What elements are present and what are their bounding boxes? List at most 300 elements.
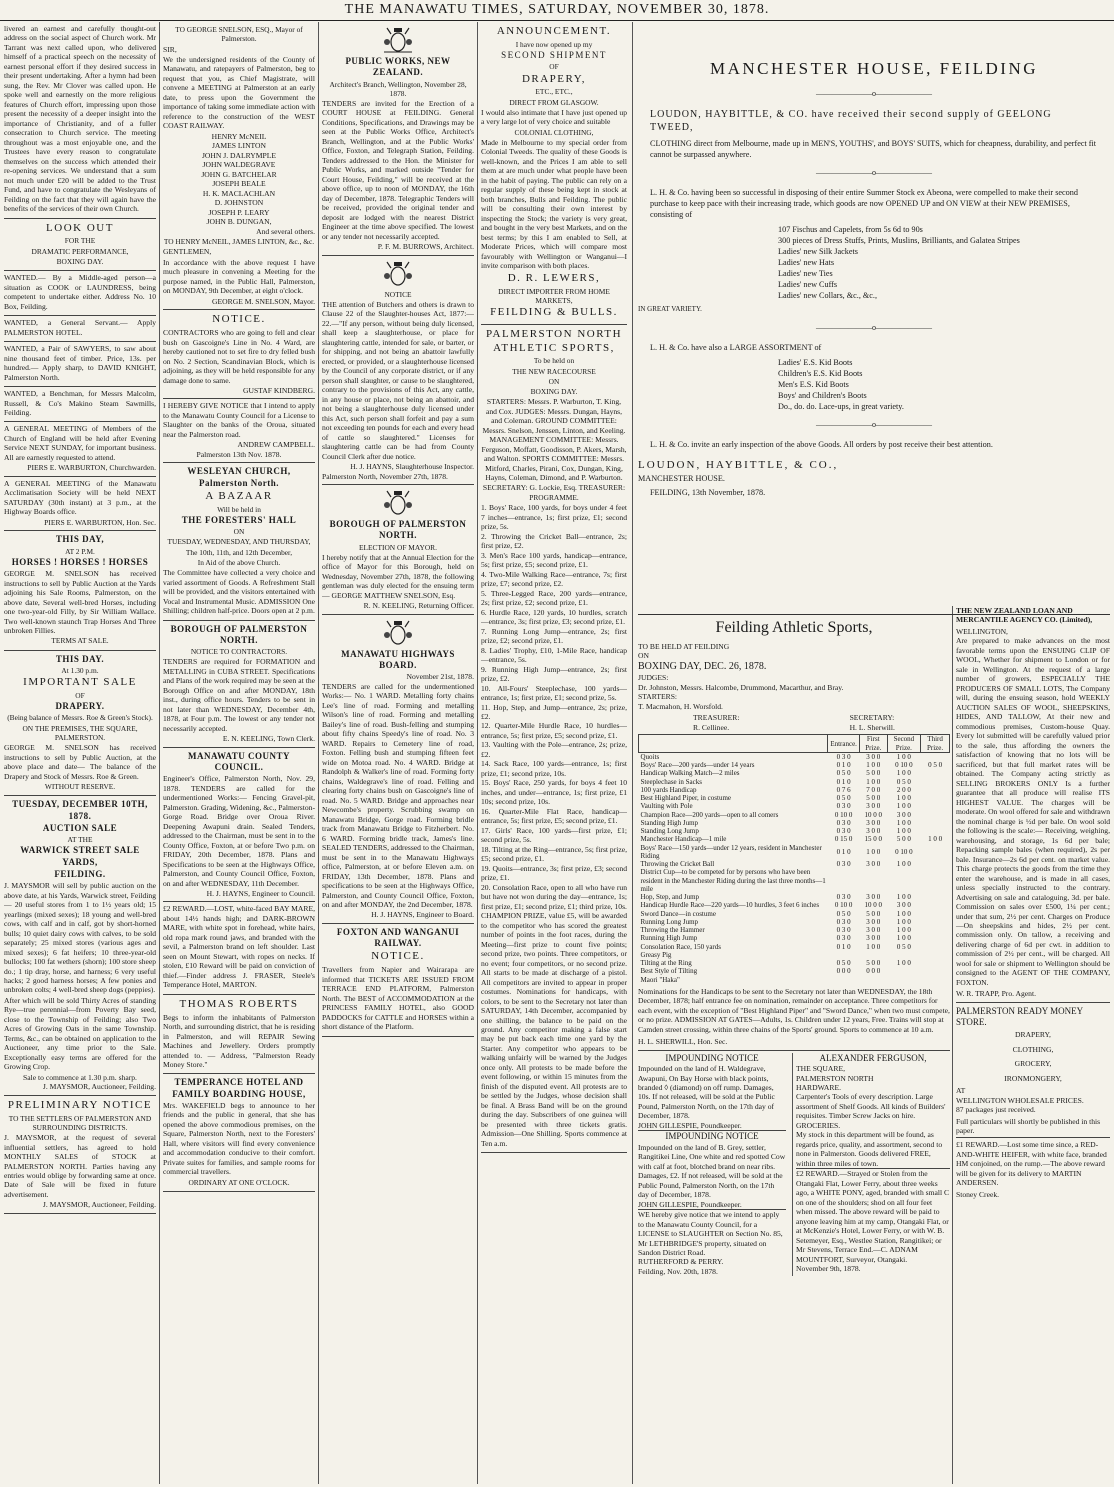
sale-heading: THIS DAY,	[55, 534, 105, 545]
contractors-body: CONTRACTORS who are going to fell and clear bush on Gascoigne's Line in No. 4 Ward, are hereby cautioned not to set fire to dry felled bush on No. 2 Section, Scandinavian Block, which is adjoining, as they will be held responsible for any damage done to same.	[163, 328, 315, 385]
table-cell: 1 0 0	[896, 909, 911, 918]
table-cell: 0 3 0	[836, 752, 851, 761]
variety: IN GREAT VARIETY.	[638, 305, 702, 314]
slaughter-notice: WE hereby give notice that we intend to apply to the Manawatu County Council, for a LICENSE to SLAUGHTER on Section No. 85, Mr LETHBRIDGE'S property, situated on Sandon District Road.	[638, 1209, 786, 1257]
nz-title: THE NEW ZEALAND LOAN AND MERCANTILE AGENCY CO. (Limited),	[956, 606, 1093, 625]
table-cell: 0 3 0	[836, 893, 851, 902]
ann-body: Made in Melbourne to my special order from Colonial Tweeds. The quality of these Goods is well-known, and the Prices I am able to sell them at are much under what people have been in the habit of paying. The public can rely on a regular supply of these being kept in stock at both branches, Bulls and Feilding. The public will be consulting their own interest by inspecting the Stock; the variety is very great, and bought in the very best Markets, and on the best terms; by this I am enabled to Sell, at Moderate Prices, which will compare most favourably with Wellington or Wanganui—I invite comparison with both places.	[481, 137, 627, 271]
table-cell: 0 3 0	[836, 934, 851, 943]
boots-item: Do., do. do. Lace-ups, in great variety.	[778, 401, 904, 411]
table-row	[639, 860, 950, 868]
horses-heading: HORSES ! HORSES ! HORSES	[11, 556, 149, 567]
county-body: Engineer's Office, Palmerston North, Nov. 29, 1878. TENDERS are called for the undermentioned Works:— Fencing Gravel-pit, Palmerston. Grading, Widening, &c., Palmerston-Gorge Road. Bridge over Oroua River. Deepening Awapuni drain. Sealed Tenders, addressed to the Chairman, must be sent in to the County Office, Foxton, at or before Two p.m. on FRIDAY, 20th December, 1878. Plans and Specifications to be seen at the Highways Office, Palmerston, and County Council Office, Foxton, on and after WEDNESDAY, 11th December.	[163, 774, 315, 888]
auction-body: J. MAYSMOR will sell by public auction on the above date, at his Yards, Warwick street, Feilding— 20 useful stores from 1 to 1½ years old; 15 yearlings (mixed sexes); 18 young and well-bred cows, with calf and in calf, got by short-horned bulls; 10 quiet dairy cows with calves, to be sold separately; 25 mixed stores (various ages and mixed sexes); 6 fat heifers; 10 three-year-old bullocks; 100 fat wethers (shorn); 100 store sheep do.; 1 tip dray, horse, and harness; 6 very useful hacks; 2 good harness horses; A few ponies and unbroken colts; 4 well-bred sheep dogs (peppies).	[4, 881, 156, 995]
goods-item: Ladies' new Hats	[778, 258, 835, 268]
reward-notice: £2 REWARD.—LOST, white-faced BAY MARE, about 14½ hands high; and DARK-BROWN MARE, with white spot in forehead, white hairs, old ropa mark round jaws, and branded with the sevil, a Palmerston brand on left shoulder. Last seen on Mount Stewart, with ropes on necks. If stolen, £10 Reward will be paid on conviction of thief.—Finder address J. FRASER, Steele's Temperance Hotel, MARTON.	[163, 904, 315, 990]
signature: GUSTAF KINDBERG.	[243, 386, 315, 395]
table-row	[639, 967, 950, 975]
premises: ON THE PREMISES, THE SQUARE, PALMERSTON.	[22, 723, 138, 742]
petition-to: TO GEORGE SNELSON, ESQ., Mayor of Palmerston.	[175, 25, 303, 44]
bazaar-heading: A BAZAAR	[205, 489, 273, 502]
signature: PIERS E. WARBURTON, Hon. Sec.	[44, 517, 156, 527]
store-received: 87 packages just received.	[956, 1105, 1036, 1115]
notice-heading: NOTICE.	[212, 313, 266, 326]
goods-item: 300 pieces of Dress Stuffs, Prints, Muslins, Brilliants, and Galatea Stripes	[778, 235, 1020, 245]
table-cell: Boys' Race—200 yards—under 14 years	[640, 761, 755, 770]
temperance-heading: TEMPERANCE HOTEL AND FAMILY BOARDING HOUSE,	[172, 1077, 306, 1099]
roberts-body: Begs to inform the inhabitants of Palmerston North, and surrounding district, that he is residing in Palmerston, and will REPAIR Sewing Machines and Jewellery. Orders promptly attended to. — Address, "Palmerston Ready Money Store."	[163, 1012, 315, 1069]
terms: TERMS AT SALE.	[51, 636, 109, 646]
table-cell	[828, 951, 860, 959]
table-cell	[887, 976, 921, 984]
table-cell	[921, 918, 950, 926]
prize-table	[638, 734, 950, 984]
drapery-body: GEORGE M. SNELSON has received instructions to sell by Public Auction, at the above place and date— The balance of the Drapery and Stock of Messrs. Roe & Green.	[4, 743, 156, 781]
table-row	[639, 901, 950, 909]
table-cell	[921, 769, 950, 777]
yards: WARWICK STREET SALE YARDS,	[20, 845, 140, 867]
table-cell: Boys' Race—150 yards—under 12 years, resident in Manchester Riding	[640, 843, 822, 860]
programme-event: 11. Hop, Step, and Jump—entrance, 2s; prize, £2.	[481, 702, 627, 721]
table-cell: 0 5 0	[836, 959, 851, 968]
table-cell	[921, 926, 950, 934]
athletic-heading: PALMERSTON NORTH ATHLETIC SPORTS,	[485, 327, 623, 354]
table-cell	[859, 976, 887, 984]
table-cell: 1 0 0	[896, 934, 911, 943]
programme-event: 1. Boys' Race, 100 yards, for boys under 4 feet 7 inches—entrance, 1s; first prize, £1; second prize, 5s.	[481, 503, 627, 532]
date: November 9th, 1878.	[796, 1264, 861, 1274]
ann-second: SECOND SHIPMENT	[501, 50, 607, 60]
programme-event: 5. Three-Legged Race, 200 yards—entrance, 2s; first prize, £2; second prize, £1.	[481, 588, 627, 608]
table-cell	[921, 794, 950, 802]
church-report: livered an earnest and carefully thought-out address on the social aspect of Church work. Mr Tarrant was next called upon, who delivered himself of a practical speech on the necessity of earnest personal effort if they desired success in their present undertaking. After a hymn had been sung, the Rev. Mr Clover was called upon. He spoke well and earnestly on the more religious features of Church effort, impressing upon those present the necessity of a deeper insight into the importance of Christianity, and of a fuller consecration to Church service. The meeting throughout was a most enjoyable one, and the Trustees have every reason to congratulate themselves on the success which attended their re-opening services. We understand that a sum not much under £20 will be added to the Trust Fund, and have to congratulate the Wesleyans of Feilding on the fact that they will again have the benefits of the services of their own Church.	[4, 24, 156, 214]
table-cell	[921, 868, 950, 893]
signature: J. MAYSMOR, Auctioneer, Feilding.	[42, 1082, 156, 1092]
goods-item: Ladies' new Cuffs	[778, 280, 838, 290]
petition-name: JOHN J. DALRYMPLE	[201, 150, 277, 160]
table-cell: 0 1 0	[836, 942, 851, 951]
borough-body: I hereby notify that at the Annual Election for the office of Mayor for this Borough, held on Wednesday, November 27th, 1878, the following gentleman was duly elected for the ensuing term— GEORGE MATTHEW SNELSON, Esq.	[322, 552, 474, 600]
ann-colonial: COLONIAL CLOTHING,	[514, 127, 594, 137]
pnas-held: To be held on	[533, 356, 575, 366]
table-cell: 5 0 0	[866, 794, 881, 803]
table-cell: 5 0 0	[866, 959, 881, 968]
table-row	[639, 811, 950, 819]
railway-body: Travellers from Napier and Wairarapa are informed that TICKETS ARE ISSUED FROM TERRACE END PLATFORM, Palmerston North. The BEST of ACCOMMODATION at the PRINCESS FAMILY HOTEL, also GOOD PADDOCKS for CATTLE and HORSES within a short distance of the Platform.	[322, 965, 474, 1032]
table-cell: Handicap Walking Match—2 miles	[640, 769, 740, 778]
table-cell	[921, 901, 950, 909]
petition-name: JOHN G. BATCHELAR	[201, 169, 277, 179]
ferguson-square: THE SQUARE,	[796, 1064, 845, 1074]
table-cell: Running Long Jump	[640, 917, 699, 926]
table-cell	[921, 827, 950, 835]
signature: ANDREW CAMPBELL.	[237, 440, 315, 450]
feilding-sports-ad	[638, 616, 950, 1484]
table-row	[639, 835, 950, 843]
column-4	[481, 22, 627, 1484]
table-header: Entrance.	[828, 735, 860, 753]
column-rule	[632, 22, 633, 1484]
table-row	[639, 918, 950, 926]
table-cell: 7 0 0	[866, 785, 881, 794]
royal-crest-icon	[381, 260, 415, 288]
judges-names: Dr. Johnston, Messrs. Halcombe, Drummond, Macarthur, and Bray.	[638, 682, 844, 692]
goods-item: 107 Fischus and Capelets, from 5s 6d to 90s	[778, 224, 923, 234]
impound-body: Impounded on the land of B. Grey, settler, Rangitikei Line, One white and red spotted Cow with calf at foot, blotched brand on near ribs. Damages, £2. If not released, will be sold at the Public Pound, Palmerston North, on the 17th day of December, 1878.	[638, 1142, 786, 1200]
boots-list	[778, 357, 1110, 412]
separator: ———————o———————	[816, 167, 932, 177]
table-row	[639, 778, 950, 786]
table-cell: 3 0 0	[896, 901, 911, 910]
table-row	[639, 761, 950, 769]
sports-notes: Nominations for the Handicaps to be sent to the Secretary not later than WEDNESDAY, the 18th December, 1878; half entrance fee on nomination, remainder on acceptance. Three competitors for each event, with the exception of "Best Highland Piper" and "Sword Dance," when two must compete, or no prize. ADMISSION AT GATES—Adults, 1s. Children under 12 years, Free. Trains will stop at Camden street crossing, within three chains of the Sports' ground. Sports to commence at 10 a.m.	[638, 986, 950, 1034]
impound-heading: IMPOUNDING NOTICE	[638, 1130, 786, 1142]
table-cell: Standing Long Jump	[640, 827, 699, 836]
table-cell	[921, 802, 950, 810]
store-prices: WELLINGTON WHOLESALE PRICES.	[956, 1095, 1084, 1105]
table-header	[639, 735, 828, 753]
table-cell: 0 3 0	[836, 802, 851, 811]
bazaar-on: ON	[233, 527, 245, 537]
lookout-event: DRAMATIC PERFORMANCE,	[31, 246, 129, 256]
table-cell: 1 0 0	[896, 802, 911, 811]
signature: RUTHERFORD & PERRY.	[638, 1257, 724, 1267]
pnas-officials: STARTERS: Messrs. P. Warburton, T. King, and Cox. JUDGES: Messrs. Dungan, Hayns, and Coleman. GROUND COMMITTEE: Messrs. Snelson, Jenssen, Linton, and Keeling. MANAGEMENT COMMITTEE: Messrs. Ferguson, Moffatt, Goodisson, P. Akers, Marsh, and Walton. SPORTS COMMITTEE: Messrs. Mitford, Charles, Pirani, Cox, Dungan, King, Hayns, Coleman, Dimond, and P. Warburton. SECRETARY: G. Lockie, Esq. TREASURER:	[481, 397, 627, 492]
table-cell: 1 0 0	[896, 827, 911, 836]
petition-name: H. K. MACLACHLAN	[202, 188, 276, 198]
table-cell: 0 5 0	[896, 942, 911, 951]
table-cell: 1 0 0	[896, 769, 911, 778]
railway-notice: NOTICE.	[371, 950, 425, 963]
boots-item: Children's E.S. Kid Boots	[778, 368, 863, 378]
goods-list	[778, 224, 1110, 301]
table-cell: Maori "Haka"	[640, 975, 680, 984]
reward-place: Stoney Creek.	[956, 1189, 1000, 1199]
feilding: FEILDING.	[54, 868, 106, 879]
petition-name: JOHN WALDEGRAVE	[202, 160, 276, 170]
table-cell: 0 3 0	[836, 827, 851, 836]
column-rule	[952, 606, 953, 1484]
ann-etc: ETC., ETC.,	[535, 87, 573, 97]
lewers-place: FEILDING & BULLS.	[490, 306, 618, 318]
manchester-p4: L. H. & Co. have also a LARGE ASSORTMENT of	[650, 342, 822, 352]
bazaar-aid: In Aid of the above Church.	[197, 557, 281, 567]
auction-heading: AUCTION SALE	[42, 822, 118, 833]
auction-start: Sale to commence at 1.30 p.m. sharp.	[23, 1072, 137, 1082]
table-cell	[921, 934, 950, 942]
treasurer-label: TREASURER:	[693, 713, 740, 723]
goods-item: Ladies' new Silk Jackets	[778, 246, 858, 256]
store-item: DRAPERY,	[1015, 1030, 1051, 1040]
table-cell: 1 0 0	[866, 761, 881, 770]
table-cell: 10 0 0	[864, 810, 882, 819]
signature: J. MAYSMOR, Auctioneer, Feilding.	[42, 1200, 156, 1210]
manchester-sig2: MANCHESTER HOUSE.	[638, 473, 725, 483]
table-cell: 1 0 0	[866, 777, 881, 786]
pnas-rules: CHAMPION PRIZE, value £5, will be awarded to the competitor who has scored the greatest number of points in the foot races, during the Meeting—first prize to count five points; second prize, two points. Three competitors, or no event; four competitors, or no second prize. All starts to be made at discharge of a pistol. All competitors are invited to appear in proper costumes. Nominations for handicaps, with colors, to be sent to the Secretary not later than SATURDAY, 14th December, accompanied by one shilling, the balance to be paid on the ground. Any competitor making a false start may be put back each time one yard by the Starter. Any competitor who appears to be walking unfairly will be warned by the Judges once only. All protests to be made before the event following, or within 15 minutes from the finish of the disputed event. All protests are to be settled by the Judges, whose decision shall be final. A Brass Band will be on the ground during the day. Subscribers of one guinea will be presented with three tickets gratis. Admission—One Shilling. Sports commence at Ten a.m.	[481, 911, 627, 1148]
ann-intro: I have now opened up my	[515, 39, 593, 49]
table-cell: Standing High Jump	[640, 818, 699, 827]
table-cell: 0 15 0	[834, 835, 853, 844]
pnas-course: THE NEW RACECOURSE	[512, 366, 596, 376]
railway-heading: FOXTON AND WANGANUI RAILWAY.	[336, 926, 460, 949]
table-cell: Sword Dance—in costume	[640, 909, 716, 918]
borough-sub: NOTICE TO CONTRACTORS.	[190, 647, 288, 657]
petition-body: We the undersigned residents of the County of Manawatu, and ratepayers of Palmerston, beg to request that you, as Chief Magistrate, will convene a MEETING at Palmerston at an early date, to press upon the Government the importance of taking some immediate action with reference to the construction of the WEST COAST RAILWAY.	[163, 54, 315, 131]
table-cell: 1 0 0	[896, 860, 911, 869]
wanted-ad: WANTED, a General Servant.— Apply PALMERSTON HOTEL.	[4, 318, 156, 337]
manchester-date: FEILDING, 13th November, 1878.	[650, 487, 766, 497]
table-row	[639, 844, 950, 861]
county-heading: MANAWATU COUNTY COUNCIL.	[187, 750, 291, 772]
programme-heading: PROGRAMME.	[529, 493, 579, 503]
reward-notice: £2 REWARD.—Strayed or Stolen from the Otangaki Flat, Lower Ferry, about three weeks ago, a WHITE PONY, aged, branded with small C on one of the shoulders; shod on all four feet when missed. The above reward will be paid to anyone leaving him at my camp, Otangaki Flat, or at McKenzie's Hotel, Lower Ferry, or with W. B. Setemeyer, Esq., Westlee Station, Rangitikei; or Mr Stevens, Terrace End.—C. ADNAM MOUNTFORT, Surveyor, Otangaki.	[796, 1169, 950, 1264]
borough-sub: ELECTION OF MAYOR.	[359, 542, 437, 552]
meeting-notice: A GENERAL MEETING of Members of the Church of England will be held after Evening Service NEXT SUNDAY, for important business. All are earnestly requested to attend.	[4, 424, 156, 462]
store-particulars: Full particulars will shortly be published in this paper.	[956, 1116, 1101, 1135]
table-cell: 1 0 0	[896, 752, 911, 761]
table-cell: 3 0 0	[866, 926, 881, 935]
signature: H. L. SHERWILL, Hon. Sec.	[638, 1037, 728, 1047]
starters-names: T. Macmahon, H. Worsfold.	[638, 701, 723, 711]
table-cell: 0 1 0	[836, 847, 851, 856]
impound-heading: IMPOUNDING NOTICE	[665, 1052, 759, 1063]
masthead: THE MANAWATU TIMES, SATURDAY, NOVEMBER 30, 1878.	[0, 0, 1114, 21]
table-cell: 1 0 0	[896, 917, 911, 926]
reply-body: In accordance with the above request I have much pleasure in convening a Meeting for the purpose named, in the Public Hall, Palmerston, on MONDAY, 9th December, at eight o'clock.	[163, 257, 315, 296]
prelim-to: TO THE SETTLERS OF PALMERSTON AND SURROUNDING DISTRICTS.	[8, 1113, 152, 1132]
table-cell	[859, 951, 887, 959]
column-3	[322, 22, 474, 1484]
programme-event: 19. Quoits—entrance, 3s; first prize, £3; second prize, £1.	[481, 863, 627, 883]
table-row	[639, 959, 950, 967]
table-cell	[921, 752, 950, 761]
table-cell: 0 5 0	[836, 909, 851, 918]
ann-body: I would also intimate that I have just opened up a very large lot of very choice and suitable	[481, 107, 627, 127]
bazaar-body: The Committee have collected a very choice and varied assortment of Goods. A Refreshment Stall will be provided, and the visitors entertained with Vocal and Instrumental Music. ADMISSION One Shilling; children half-price. Doors open at 2 p.m.	[163, 568, 315, 616]
table-cell: 0 3 0	[836, 818, 851, 827]
date: November 21st, 1878.	[406, 672, 474, 682]
goods-item: Ladies' new Ties	[778, 269, 833, 279]
ferguson-heading: ALEXANDER FERGUSON,	[819, 1052, 927, 1063]
table-cell: Best Highland Piper, in costume	[640, 794, 732, 803]
column-1	[4, 22, 156, 1484]
table-cell	[921, 786, 950, 794]
lookout-day: BOXING DAY.	[56, 256, 104, 266]
roberts-heading: THOMAS ROBERTS	[179, 997, 299, 1010]
table-row	[639, 752, 950, 761]
store-item: CLOTHING,	[1012, 1044, 1054, 1054]
starters-label: STARTERS:	[638, 692, 678, 702]
table-cell: 0 5 0	[836, 794, 851, 803]
table-cell: Champion Race—200 yards—open to all comers	[640, 810, 779, 819]
boots-item: Men's E.S. Kid Boots	[778, 379, 849, 389]
petition-name: JOHN B. DUNGAN,	[206, 217, 272, 227]
signature: P. F. M. BURROWS, Architect.	[377, 242, 474, 252]
manchester-house-ad	[638, 22, 1110, 615]
wanted-ad: WANTED.— By a Middle-aged person—a situation as COOK or LAUNDRESS, being competent to undertake either. Address No. 10 Box, Feilding.	[4, 273, 156, 311]
table-cell: 0 10 0	[834, 901, 853, 910]
table-cell: 5 0 0	[866, 769, 881, 778]
table-cell: 0 10 0	[895, 761, 913, 770]
royal-crest-icon	[381, 489, 415, 517]
store-heading: PALMERSTON READY MONEY STORE.	[956, 1005, 1083, 1028]
license-notice: I HEREBY GIVE NOTICE that I intend to apply to the Manawatu County Council for a License to Slaughter on the banks of the Oroua, situated near the Palmerston road.	[163, 401, 315, 439]
table-cell: Best Style of Tilting	[640, 967, 698, 976]
table-cell: 5 0 0	[866, 909, 881, 918]
table-cell: 3 0 0	[866, 893, 881, 902]
manchester-p5: L. H. & Co. invite an early inspection of the above Goods. All orders by post receive their best attention.	[650, 439, 993, 449]
temperance-body: Mrs. WAKEFIELD begs to announce to her friends and the public in general, that she has opened the above commodious premises, on the Square, Palmerston North, next to the Foresters' Hall, where visitors will find every convenience and accommodation conducive to their comfort. Private suites for families, and sample rooms for commercial travellers.	[163, 1100, 315, 1177]
wanted-ad: WANTED, a Benchman, for Messrs Malcolm, Russell, & Co's Makino Steam Sawmills, Feilding.	[4, 389, 156, 417]
manchester-p1: LOUDON, HAYBITTLE, & CO. have received their second supply of GEELONG TWEED,	[650, 108, 1052, 134]
table-cell: 0 5 0	[896, 777, 911, 786]
lookout-for: FOR THE	[64, 236, 96, 246]
table-cell: Greasy Pig	[640, 950, 672, 959]
table-cell: 0 3 0	[836, 860, 851, 869]
table-cell	[921, 951, 950, 959]
programme-event: 9. Running High Jump—entrance, 2s; first prize, £2.	[481, 664, 627, 684]
table-cell: Running High Jump	[640, 934, 698, 943]
sale-time: At 1.30 p.m.	[61, 665, 99, 675]
impound-body: Impounded on the land of H. Waldegrave, Awapuni, On Bay Horse with black points, branded ◊ (diamond) on off rump. Damages, 10s. If not released, will be sold at the Public Pound, Palmerston North, on the 17th day of December, 1878.	[638, 1064, 775, 1121]
programme-event: 8. Ladies' Trophy, £10, 1-Mile Race, handicap—entrance, 5s.	[481, 645, 627, 665]
pnas-day: BOXING DAY.	[530, 387, 578, 396]
important-of: OF	[75, 690, 85, 700]
table-cell: Handicap Hurdle Race—220 yards—10 hurdles, 3 feet 6 inches	[640, 901, 820, 910]
table-cell: Tilting at the Ring	[640, 959, 692, 968]
programme-event: 10. All-Fours' Steeplechase, 100 yards—entrance, 1s; first prize, £1; second prize, 5s.	[481, 683, 627, 703]
table-cell: 3 0 0	[896, 810, 911, 819]
manchester-title: MANCHESTER HOUSE, FEILDING	[709, 59, 1039, 78]
groceries-heading: GROCERIES.	[796, 1120, 841, 1130]
column-2	[163, 22, 315, 1484]
manchester-p2: CLOTHING direct from Melbourne, made up in MEN'S, YOUTHS', and BOYS' SUITS, which for cheapness, durability, and perfect fit cannot be surpassed anywhere.	[650, 138, 1097, 159]
table-cell: 3 0 0	[866, 818, 881, 827]
table-cell: 0 5 0	[928, 761, 943, 770]
table-cell	[828, 868, 860, 893]
ann-drapery: DRAPERY,	[521, 72, 587, 85]
boots-item: Ladies' E.S. Kid Boots	[778, 357, 853, 367]
date-heading: TUESDAY, DECEMBER 10TH, 1878.	[12, 799, 148, 821]
date: Palmerston North, November 27th, 1878.	[322, 471, 448, 481]
table-cell: 0 1 0	[836, 777, 851, 786]
lewers-sub: DIRECT IMPORTER FROM HOME MARKETS,	[498, 286, 610, 305]
table-row	[639, 786, 950, 794]
table-cell: 0 3 0	[836, 917, 851, 926]
programme-event: 17. Girls' Race, 100 yards—first prize, £1; second prize, 5s.	[481, 825, 627, 845]
table-cell	[828, 976, 860, 984]
meeting-notice: A GENERAL MEETING of the Manawatu Acclimatisation Society will be held NEXT SATURDAY (30th instant) at 3 p.m., at the Highway Boards office.	[4, 478, 156, 517]
pnas-on: ON	[548, 376, 560, 386]
programme-event: 13. Vaulting with the Pole—entrance, 2s; prize, £2.	[481, 740, 627, 759]
signature: JOHN GILLESPIE, Poundkeeper.	[638, 1120, 742, 1130]
names-list	[163, 132, 315, 227]
treasurer-name: R. Cellinee.	[693, 722, 730, 732]
table-cell: 1 0 0	[896, 818, 911, 827]
table-cell: 1 0 0	[896, 794, 911, 803]
table-cell: District Cup—to be competed for by persons who have been resident in the Manchester Riding during the last three months—1 mile	[640, 868, 826, 893]
programme-event: 6. Hurdle Race, 120 yards, 10 hurdles, scratch—entrance, 3s; first prize, £3; second prize, £1.	[481, 607, 627, 627]
table-cell: 3 0 0	[866, 917, 881, 926]
highways-body: TENDERS are called for the undermentioned Works:— No. 1 WARD. Metalling forty chains Lee's line of road. Forming and metalling Wilson's line of road. Forming and metalling Bailey's line of road. Bush-felling and stumping about fifty chains Speedy's line of road. No. 3 WARD. Repairs to Cemetery line of road, Foxton. Felling bush and stumping fifteen feet wide on Motoa road. No. 4 WARD. Bridge at Randolph & Walker's line of road. Forming forty chains, Waldegrave's line of road. Felling and clearing forty chains bush on Gascoigne's line of road. No. 5 WARD. Bridge and approaches near Newcombe's property. Scrubbing swamp on Manawatu Bridge, Gorge road. Forming bridle track from Manawatu Bridge to Fitzherbert. No. 6 WARD. Forming bridle track, James's line. SEALED TENDERS, addressed to the Chairman, must be sent in to the Manawatu Highways office, Palmerston, at or before Eleven a.m. on FRIDAY, 13th December, 1878. Plans and specifications to be seen at the Highways Office, Palmerston, and County Council Office, Foxton, on and after MONDAY, the 2nd December, 1878.	[322, 681, 474, 909]
table-row	[639, 769, 950, 777]
auction-after: After which will be sold Thirty Acres of standing Rye—true perennial—from Poverty Bay seed, close to the Township of Feilding; also Two Acres of Growing Oats in the same Township. Terms, &c., can be obtained on application to the Auctioneer, any time prior to the Sale. Exceptionally easy terms are offered for the Growing Crop.	[4, 995, 156, 1072]
groceries-body: My stock in this department will be found, as regards price, quality, and assortment, second to none in Palmerston. Goods delivered FREE, within three miles of town.	[796, 1130, 943, 1168]
table-cell: 1 0 0	[866, 942, 881, 951]
signature: E. N. KEELING, Town Clerk.	[222, 734, 315, 744]
lewers-name: D. R. LEWERS,	[507, 271, 601, 284]
events-list	[481, 503, 627, 911]
table-row	[639, 827, 950, 835]
wesleyan-heading: WESLEYAN CHURCH, Palmerston North.	[187, 466, 291, 488]
table-row	[639, 926, 950, 934]
table-cell: 3 0 0	[866, 934, 881, 943]
table-cell	[921, 943, 950, 951]
prelim-body: J. MAYSMOR, at the request of several influential settlers, has agreed to hold MONTHLY SALES of STOCK at PALMERSTON NORTH. Parties having any entries would oblige by forwarding same at once. Date of Sale will be fixed in future advertisement.	[4, 1133, 156, 1199]
table-cell: 0 0 0	[866, 967, 881, 976]
programme-event: 4. Two-Mile Walking Race—entrance, 7s; first prize, £7; second prize, £2.	[481, 569, 627, 589]
announcement-heading: ANNOUNCEMENT.	[496, 25, 612, 37]
table-cell	[921, 976, 950, 984]
store-item: GROCERY,	[1014, 1059, 1052, 1069]
table-cell: 0 3 0	[836, 926, 851, 935]
programme-event: 15. Boys' Race, 250 yards, for boys 4 feet 10 inches, and under—entrance, 1s; first prize, £1 10s; second prize, 10s.	[481, 778, 627, 807]
public-works-heading: PUBLIC WORKS, NEW ZEALAND.	[345, 56, 451, 78]
programme-event: 2. Throwing the Cricket Ball—entrance, 2s; first prize, £2.	[481, 531, 627, 551]
nz-place: WELLINGTON,	[956, 626, 1008, 636]
column-rule	[477, 22, 478, 1484]
table-row	[639, 951, 950, 959]
table-cell: 2 0 0	[896, 785, 911, 794]
hardware-heading: HARDWARE.	[796, 1083, 841, 1092]
signature: H. J. HAYNS, Engineer to Board.	[371, 910, 474, 920]
royal-crest-icon	[381, 26, 415, 54]
sports-held: TO BE HELD AT FEILDING	[638, 642, 730, 651]
table-cell: Consolation Race, 150 yards	[640, 942, 721, 951]
ann-direct: DIRECT FROM GLASGOW.	[509, 97, 599, 107]
wanted-ad: WANTED, a Pair of SAWYERS, to saw about nine thousand feet of timber. Price, 13s. per hundred.— Apply sharp, to DAVID KNIGHT, Palmerston North.	[4, 344, 156, 382]
table-cell: 0 1 0	[836, 761, 851, 770]
bazaar-days: TUESDAY, WEDNESDAY, AND THURSDAY,	[167, 537, 311, 547]
table-cell	[921, 910, 950, 918]
ferguson-place: PALMERSTON NORTH	[796, 1073, 874, 1083]
programme-event: 18. Tilting at the Ring—entrance, 5s; first prize, £5; second prize, £1.	[481, 844, 627, 864]
signature: H. J. HAYNS, Slaughterhouse Inspector.	[350, 462, 474, 472]
table-cell: Throwing the Cricket Ball	[640, 860, 715, 869]
table-cell: 1 0 0	[896, 893, 911, 902]
borough-heading: BOROUGH OF PALMERSTON NORTH.	[329, 519, 467, 541]
separator: ———————o———————	[816, 419, 932, 429]
table-cell: 3 0 0	[866, 752, 881, 761]
bazaar-venue: THE FORESTERS' HALL	[181, 514, 297, 525]
table-cell	[921, 844, 950, 861]
reply-to: TO HENRY McNEIL, JAMES LINTON, &c., &c.	[163, 237, 315, 247]
notice-body: THE attention of Butchers and others is drawn to Clause 22 of the Slaughter-houses Act, 1877:— 22.—"If any person, without being duly licensed, shall keep a slaughterhouse, or place for slaughtering cattle, intended for sale, or barter, or for shipping, and not being an abattoir lawfully erected, or provided, or a slaughterhouse licensed by the Council of any corporate district, or if any person shall slaughter, or cause to be slaughtered, contrary to the provisions of this Act, any cattle, in any house or place, not being an abattoir, and not being a slaughterhouse duly licensed under this Act, such person shall forfeit and pay a sum not exceeding ten pounds for each and every head of cattle so slaughtered." Licenses for slaughtering cattle can be had from County Council Clerk after due notice.	[322, 300, 474, 461]
table-cell	[887, 967, 921, 975]
table-cell: 10 0 0	[864, 901, 882, 910]
table-cell: Hop, Step, and Jump	[640, 893, 700, 902]
table-row	[639, 802, 950, 810]
petition-name: JOSEPH BEALE	[212, 179, 266, 189]
borough-body: TENDERS are required for FORMATION and METALLING in CUBA STREET. Specifications and Plans of the work required may be seen at the Borough Office on and after MONDAY, 18th inst., during office hours. Tenders to be sent in not later than WEDNESDAY, December 4th, 1878, at Four p.m. The lowest or any tender not necessarily accepted.	[163, 657, 315, 733]
highways-heading: MANAWATU HIGHWAYS BOARD.	[341, 648, 455, 671]
secretary-name: H. L. Sherwill.	[849, 722, 895, 732]
table-row	[639, 893, 950, 901]
others: And several others.	[256, 226, 315, 236]
table-cell	[921, 860, 950, 868]
table-cell: 0 10 0	[895, 847, 913, 856]
